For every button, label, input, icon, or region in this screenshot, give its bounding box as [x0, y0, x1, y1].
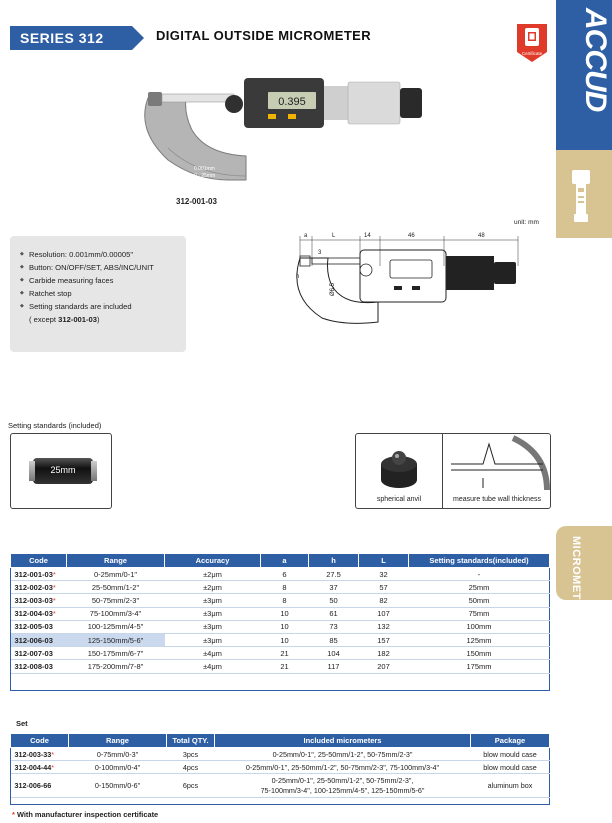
col-a: a [261, 554, 309, 568]
page-title: DIGITAL OUTSIDE MICROMETER [156, 28, 372, 43]
set-label: Set [16, 719, 28, 728]
brand-tab [556, 0, 612, 238]
cell-accuracy: ±4μm [165, 660, 261, 673]
micrometer-side-tab[interactable] [556, 526, 612, 617]
set-cell-package: blow mould case [471, 761, 550, 774]
gauge-text: 25mm [50, 465, 76, 475]
gauge-block [33, 458, 93, 484]
cell-range: 75-100mm/3-4" [67, 607, 165, 620]
table-row [11, 607, 550, 620]
cell-L: 157 [359, 633, 409, 646]
feature-except-note [20, 313, 186, 326]
set-col-package: Package [471, 734, 550, 748]
spec-header-row [11, 554, 550, 568]
cell-code: 312-005-03 [11, 620, 67, 633]
feature-item: ◆ Button: ON/OFF/SET, ABS/INC/UNIT [20, 261, 186, 274]
cell-h: 117 [309, 660, 359, 673]
col-range: Range [67, 554, 165, 568]
cell-code: 312-002-03* [11, 581, 67, 594]
set-cell-code: 312-006-66 [11, 774, 69, 798]
table-row [11, 660, 550, 673]
table-row [11, 748, 550, 761]
cell-a: 10 [261, 607, 309, 620]
cell-standard: 150mm [409, 647, 550, 660]
cell-a: 21 [261, 660, 309, 673]
set-col-qty: Total QTY. [167, 734, 215, 748]
cell-L: 182 [359, 647, 409, 660]
set-cell-code: 312-003-33* [11, 748, 69, 761]
cell-a: 21 [261, 647, 309, 660]
table-row [11, 594, 550, 607]
dim-14: 14 [364, 233, 371, 239]
table-row-highlighted [11, 633, 550, 646]
except-code: 312-001-03 [58, 315, 97, 324]
cell-accuracy: ±3μm [165, 633, 261, 646]
dim-46: 46 [408, 233, 415, 239]
cell-h: 104 [309, 647, 359, 660]
cell-range: 125-150mm/5-6" [67, 633, 165, 646]
table-row [11, 581, 550, 594]
set-col-included: Included micrometers [215, 734, 471, 748]
set-cell-included: 0-25mm/0-1", 25-50mm/1-2", 50-75mm/2-3" [215, 748, 471, 761]
table-row [11, 647, 550, 660]
except-suffix: ) [96, 315, 100, 324]
col-h: h [309, 554, 359, 568]
cell-standard: 75mm [409, 607, 550, 620]
cell-a: 8 [261, 594, 309, 607]
tube-wall-caption: measure tube wall thickness [453, 496, 541, 503]
cell-range: 25-50mm/1-2" [67, 581, 165, 594]
set-cell-included: 0-25mm/0-1", 25-50mm/1-2", 50-75mm/2-3", 75-100mm/3-4" [215, 761, 471, 774]
col-code: Code [11, 554, 67, 568]
cell-code: 312-007-03 [11, 647, 67, 660]
cell-h: 73 [309, 620, 359, 633]
cell-code: 312-004-03* [11, 607, 67, 620]
cell-h: 37 [309, 581, 359, 594]
dim-L: L [332, 233, 336, 239]
cell-h: 61 [309, 607, 359, 620]
cell-accuracy: ±3μm [165, 594, 261, 607]
cell-h: 85 [309, 633, 359, 646]
cell-L: 132 [359, 620, 409, 633]
included-line-2: 75-100mm/3-4", 100-125mm/4-5", 125-150mm/5-6" [260, 785, 425, 795]
certificate-badge [515, 22, 549, 64]
side-tab-label: MICROMETER [570, 536, 582, 617]
footnote-text: With manufacturer inspection certificate [14, 810, 159, 819]
feature-item: ◆ Carbide measuring faces [20, 274, 186, 287]
cell-range: 0-25mm/0-1" [67, 568, 165, 581]
setting-standards-label: Setting standards (included) [8, 421, 102, 430]
cell-a: 8 [261, 581, 309, 594]
spherical-anvil-icon [356, 434, 442, 494]
footnote [12, 810, 158, 819]
certificate-icon [515, 22, 549, 64]
tube-wall-icon [443, 434, 551, 494]
cell-range: 50-75mm/2-3" [67, 594, 165, 607]
certificate-label: Certificate [521, 51, 543, 56]
feature-item: ◆ Resolution: 0.001mm/0.00005" [20, 248, 186, 261]
cell-L: 207 [359, 660, 409, 673]
cell-range: 175-200mm/7-8" [67, 660, 165, 673]
cell-standard: 100mm [409, 620, 550, 633]
set-cell-code: 312-004-44* [11, 761, 69, 774]
cell-standard: 25mm [409, 581, 550, 594]
set-cell-included [215, 774, 471, 798]
photo-body-text-1: 0.001mm [194, 166, 215, 172]
cell-h: 50 [309, 594, 359, 607]
cell-standard: 125mm [409, 633, 550, 646]
cell-accuracy: ±2μm [165, 568, 261, 581]
setting-standard-image [10, 433, 112, 509]
unit-label: unit: mm [514, 219, 539, 226]
set-header-row [11, 734, 550, 748]
col-L: L [359, 554, 409, 568]
set-cell-qty: 3pcs [167, 748, 215, 761]
included-line-1: 0-25mm/0-1", 25-50mm/1-2", 50-75mm/2-3", [271, 775, 414, 785]
dim-48: 48 [478, 233, 485, 239]
dim-a: a [304, 233, 308, 239]
series-label: SERIES 312 [20, 30, 104, 46]
cell-a: 10 [261, 633, 309, 646]
display-reading: 0.395 [278, 96, 306, 108]
photo-code: 312-001-03 [176, 197, 217, 206]
brand-name: ACCUD [579, 8, 612, 112]
dimension-diagram [282, 226, 522, 326]
table-row [11, 568, 550, 581]
set-cell-range: 0-75mm/0-3" [69, 748, 167, 761]
cell-L: 32 [359, 568, 409, 581]
set-col-range: Range [69, 734, 167, 748]
cell-accuracy: ±3μm [165, 620, 261, 633]
set-cell-package: aluminum box [471, 774, 550, 798]
col-accuracy: Accuracy [165, 554, 261, 568]
set-cell-package: blow mould case [471, 748, 550, 761]
except-prefix: ( except [29, 315, 59, 324]
cell-code: 312-001-03* [11, 568, 67, 581]
table-row [11, 774, 550, 798]
dim-6-5: Ø6.5 [330, 282, 336, 296]
cell-L: 57 [359, 581, 409, 594]
cell-range: 150-175mm/6-7" [67, 647, 165, 660]
anvil-images [355, 433, 551, 509]
micrometer-icon [568, 168, 600, 224]
cell-standard: 175mm [409, 660, 550, 673]
photo-body-text-2: 0 - 25mm [194, 173, 216, 179]
cell-range: 100-125mm/4-5" [67, 620, 165, 633]
set-cell-range: 0-150mm/0-6" [69, 774, 167, 798]
footnote-star: * [12, 810, 15, 819]
cell-a: 10 [261, 620, 309, 633]
cell-code: 312-003-03* [11, 594, 67, 607]
feature-item: ◆ Ratchet stop [20, 287, 186, 300]
cell-L: 107 [359, 607, 409, 620]
cell-accuracy: ±3μm [165, 607, 261, 620]
brand-top [556, 0, 612, 150]
dim-h: h [296, 274, 300, 280]
set-cell-qty: 4pcs [167, 761, 215, 774]
cell-code: 312-006-03 [11, 633, 67, 646]
spherical-anvil-caption: spherical anvil [376, 496, 422, 503]
cell-standard: - [409, 568, 550, 581]
features-list [10, 236, 186, 352]
spec-table [10, 553, 550, 674]
set-cell-qty: 6pcs [167, 774, 215, 798]
table-row [11, 620, 550, 633]
cell-a: 6 [261, 568, 309, 581]
set-table [10, 733, 550, 798]
table-row [11, 761, 550, 774]
cell-accuracy: ±4μm [165, 647, 261, 660]
set-col-code: Code [11, 734, 69, 748]
cell-standard: 50mm [409, 594, 550, 607]
set-cell-range: 0-100mm/0-4" [69, 761, 167, 774]
cell-L: 82 [359, 594, 409, 607]
cell-h: 27.5 [309, 568, 359, 581]
cell-code: 312-008-03 [11, 660, 67, 673]
cell-accuracy: ±2μm [165, 581, 261, 594]
dim-3: 3 [318, 250, 322, 256]
micrometer-photo [128, 68, 440, 198]
col-setting-standards: Setting standards(included) [409, 554, 550, 568]
series-tag [10, 26, 144, 50]
feature-item: ◆ Setting standards are included [20, 300, 186, 313]
